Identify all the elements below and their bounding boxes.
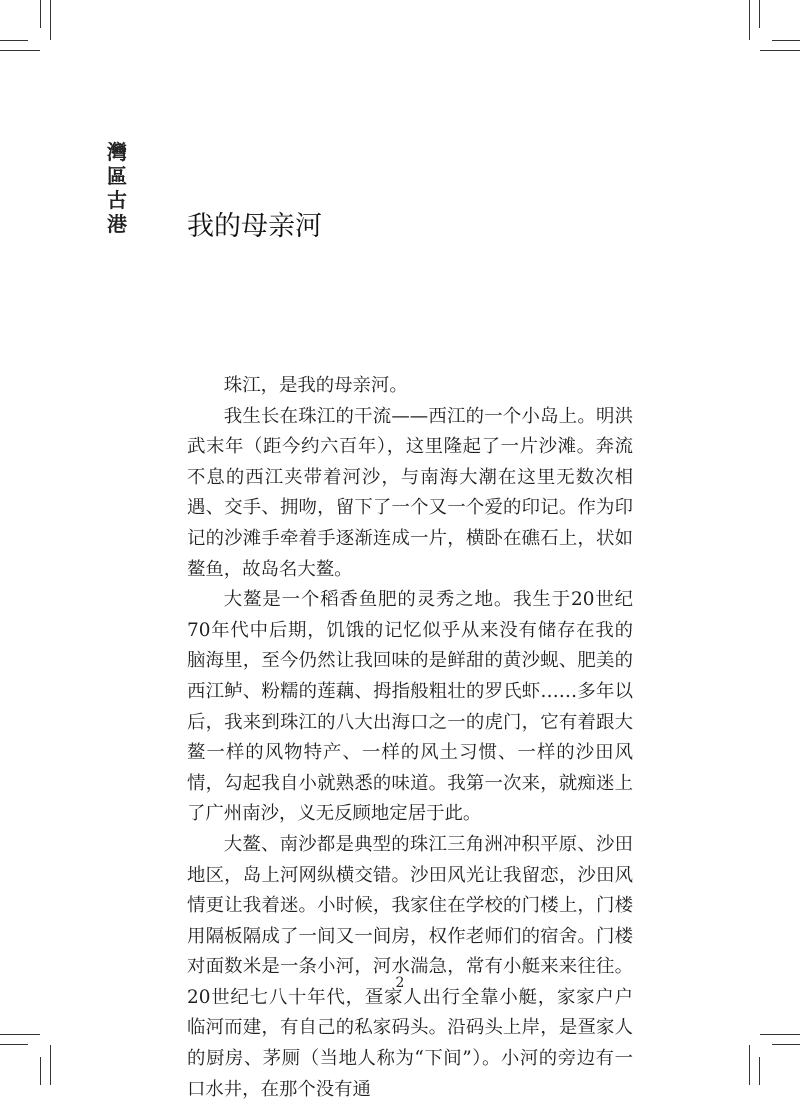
- crop-mark: [749, 0, 750, 40]
- crop-mark: [759, 1057, 760, 1085]
- crop-mark: [749, 1045, 750, 1085]
- crop-mark: [760, 1034, 800, 1035]
- crop-mark: [50, 0, 51, 40]
- crop-mark: [0, 1034, 40, 1035]
- crop-mark: [0, 50, 40, 51]
- crop-mark: [0, 1044, 28, 1045]
- paragraph: 珠江，是我的母亲河。: [223, 375, 408, 396]
- page-number: 2: [395, 975, 405, 991]
- body-text: [187, 371, 633, 1105]
- paragraph: 大鳌、南沙都是典型的珠江三角洲冲积平原、沙田地区，岛上河网纵横交错。沙田风光让我留恋，沙田风情更让我着迷。小时候，我家住在学校的门楼上，门楼用隔板隔成了一间又一间房，权作老师们的宿舍。门楼对面数米是一条小河，河水湍急，常有小艇来来往往。20世纪七八十年代，疍家人出行全靠小艇，家家户户临河而建，有自己的私家码头。沿码头上岸，是疍家人的厨房、茅厕（当地人称为“下间”）。小河的旁边有一口水井，在那个没有通: [187, 833, 633, 1100]
- crop-mark: [760, 50, 800, 51]
- book-title-char: 港: [107, 212, 127, 236]
- paragraph: 我生长在珠江的干流——西江的一个小岛上。明洪武末年（距今约六百年），这里隆起了一片沙滩。奔流不息的西江夹带着河沙，与南海大潮在这里无数次相遇、交手、拥吻，留下了一个又一个爱的印记。作为印记的沙滩手牵着手逐渐连成一片，横卧在礁石上，状如鳌鱼，故岛名大鳌。: [187, 405, 633, 580]
- chapter-title: 我的母亲河: [187, 211, 322, 242]
- paragraph: 大鳌是一个稻香鱼肥的灵秀之地。我生于20世纪70年代中后期，饥饿的记忆似乎从来没有储存在我的脑海里，至今仍然让我回味的是鲜甜的黄沙蚬、肥美的西江鲈、粉糯的莲藕、拇指般粗壮的罗氏虾……多年以后，我来到珠江的八大出海口之一的虎门，它有着跟大鳌一样的风物特产、一样的风土习惯、一样的沙田风情，勾起我自小就熟悉的味道。我第一次来，就痴迷上了广州南沙，义无反顾地定居于此。: [187, 589, 633, 825]
- crop-mark: [759, 0, 760, 28]
- book-title-char: 灣: [107, 140, 127, 164]
- crop-mark: [40, 1057, 41, 1085]
- book-title-char: 區: [107, 164, 127, 188]
- crop-mark: [772, 40, 800, 41]
- crop-mark: [50, 1045, 51, 1085]
- book-title-char: 古: [107, 188, 127, 212]
- running-book-title: [105, 140, 129, 236]
- crop-mark: [0, 40, 28, 41]
- crop-mark: [772, 1044, 800, 1045]
- crop-mark: [40, 0, 41, 28]
